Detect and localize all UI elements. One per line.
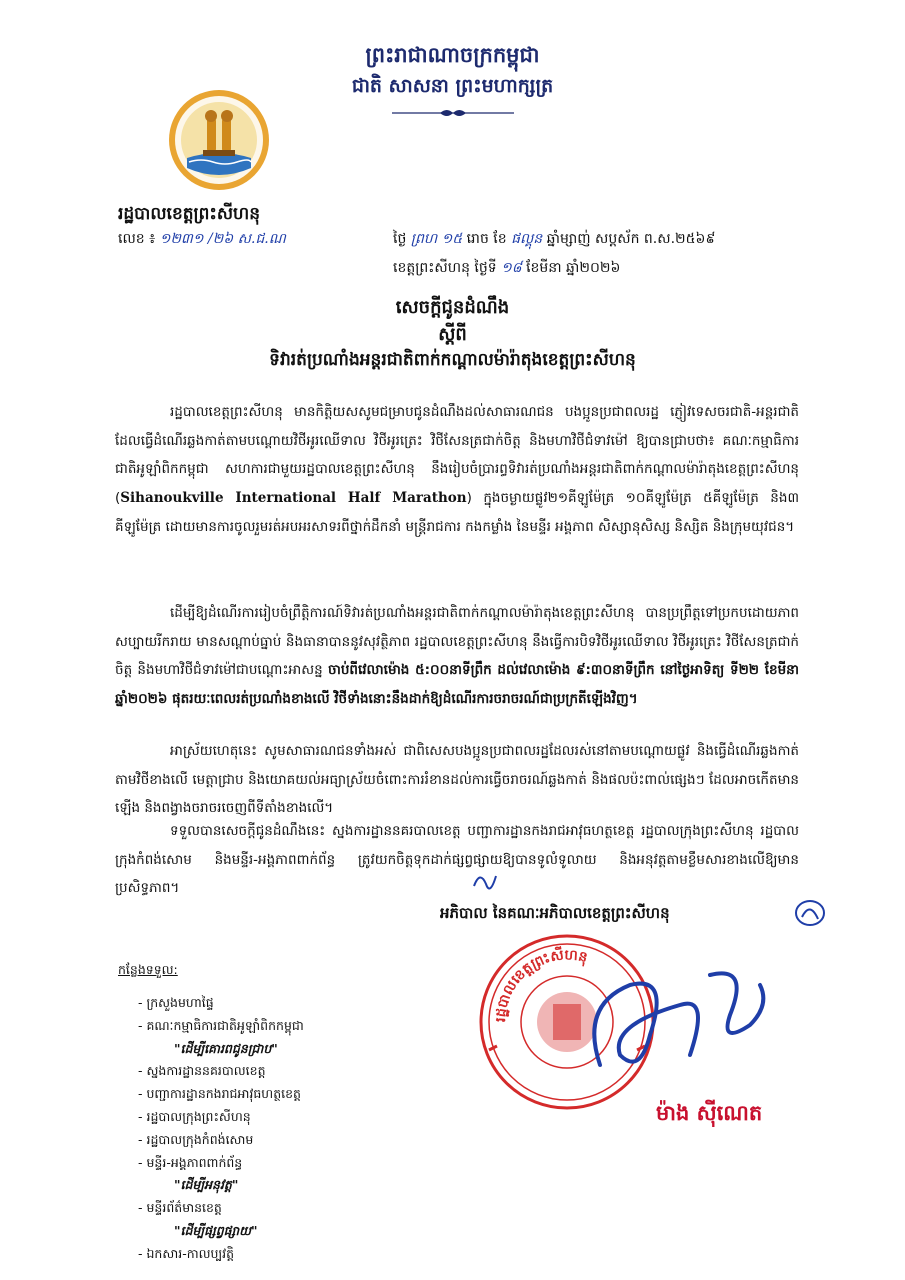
list-item: - រដ្ឋបាលក្រុងកំពង់សោម <box>138 1131 254 1147</box>
list-item: - គណៈកម្មាធិការជាតិអូឡាំពិកកម្ពុជា <box>138 1017 304 1033</box>
body-paragraph-1 <box>115 398 799 542</box>
reference-number <box>118 229 286 250</box>
lunar-month: ផល្គុន <box>511 231 543 247</box>
signatory-name: ម៉ាង ស៊ីណេត <box>656 1100 763 1125</box>
handwritten-initial-icon <box>790 895 830 931</box>
list-item: - បញ្ជាការដ្ឋានកងរាជអាវុធហត្ថខេត្ត <box>138 1086 301 1102</box>
list-item: - មន្ទីរ-អង្គភាពពាក់ព័ន្ធ <box>138 1154 243 1170</box>
solar-rest: ខែមីនា ឆ្នាំ២០២៦ <box>526 260 621 276</box>
body-paragraph-4: ទទួលបានសេចក្តីជូនដំណឹងនេះ ស្នងការដ្ឋាននគរបាលខេត្ត បញ្ជាការដ្ឋានកងរាជអាវុធហត្ថខេត្ត រដ្ឋបាលក្រុងព្រះសីហនុ រដ្ឋបាលក្រុងកំពង់សោម និងមន្ទីរ-អង្គភាពពាក់ព័ន្ធ ត្រូវយកចិត្តទុកដាក់ផ្សព្វផ្សាយឱ្យបានទូលំទូលាយ និងអនុវត្តតាមខ្លឹមសារខាងលើឱ្យមានប្រសិទ្ធភាព។ <box>115 823 799 897</box>
lunar-prefix: ថ្ងៃ <box>393 231 407 247</box>
closure-schedule: ចាប់ពីវេលាម៉ោង ៥:០០នាទីព្រឹក ដល់វេលាម៉ោង ៩:៣០នាទីព្រឹក នៅថ្ងៃអាទិត្យ ទី២២ ខែមីនា ឆ្នាំ២០២៦ ផុតរយៈពេលរត់ប្រណាំងខាងលើ វិថីទាំងនោះនឹងដាក់ឱ្យដំណើរការចរាចរណ៍ជាប្រក្រតីឡើងវិញ។ <box>115 662 800 708</box>
body-paragraph-2 <box>115 599 799 714</box>
list-item: - ក្រសួងមហាផ្ទៃ <box>138 995 214 1010</box>
document-subject: ទិវារត់ប្រណាំងអន្តរជាតិពាក់កណ្តាលម៉ារ៉ាតុងខេត្តព្រះសីហនុ <box>269 350 636 370</box>
handwritten-signature <box>560 945 800 1095</box>
event-english-name: Sihanoukville International Half Marathon <box>120 490 467 507</box>
reference-label: លេខ ៖ <box>118 231 156 247</box>
document-title: សេចក្តីជូនដំណឹង <box>395 297 510 318</box>
ink-mark-icon <box>470 866 510 902</box>
national-motto: ជាតិ សាសនា ព្រះមហាក្សត្រ <box>351 75 554 97</box>
list-item-note: "ដើម្បីអនុវត្ត" <box>174 1177 239 1193</box>
lunar-day: ព្រហ ១៥ <box>410 231 463 247</box>
solar-date <box>393 258 620 279</box>
p2-text-a: ដើម្បីឱ្យដំណើរការរៀបចំព្រឹត្តិការណ៍ទិវារត់ប្រណាំងអន្តរជាតិពាក់កណ្តាលម៉ារ៉ាតុងខេត្តព្រះសីហនុ បានប្រព្រឹត្តទៅប្រកបដោយភាពសប្បាយរីករាយ មានសណ្តាប់ធ្នាប់ និងធានាបាននូវសុវត្ថិភាព រដ្ឋបាលខេត្តព្រះសីហនុ នឹងធ្វើការបិទវិថីអូរឈើទាល វិថីអូរត្រេះ វិថីសែនត្រជាក់ចិត្ត និងមហាវិថីជំទាវម៉ៅជាបណ្តោះអាសន្ន <box>115 605 799 679</box>
recipients-list <box>138 992 304 1266</box>
recipients-heading: កន្លែងទទួល: <box>118 962 178 977</box>
kingdom-heading: ព្រះរាជាណាចក្រកម្ពុជា <box>365 42 540 67</box>
solar-day: ១៨ <box>501 260 522 276</box>
issuing-administration: រដ្ឋបាលខេត្តព្រះសីហនុ <box>118 204 261 224</box>
reference-suffix: ស.ជ.ណ <box>237 231 286 247</box>
body-paragraph-3: អាស្រ័យហេតុនេះ សូមសាធារណជនទាំងអស់ ជាពិសេសបងប្អូនប្រជាពលរដ្ឋដែលរស់នៅតាមបណ្តោយផ្លូវ និងធ្វើដំណើរឆ្លងកាត់តាមវិថីខាងលើ មេត្តាជ្រាប និងយោគយល់អធ្យាស្រ័យចំពោះការរំខានដល់ការធ្វើចរាចរណ៍ឆ្លងកាត់ និងផលប៉ះពាល់ផ្សេងៗ ដែលអាចកើតមានឡើង និងពង្វាងចរាចរចេញពីទីតាំងខាងលើ។ <box>115 743 799 817</box>
ornament-divider <box>392 108 514 118</box>
signatory-title: អភិបាល នៃគណៈអភិបាលខេត្តព្រះសីហនុ <box>440 904 670 922</box>
list-item: - ឯកសារ-កាលប្បវត្តិ <box>138 1245 235 1261</box>
lunar-rest: ឆ្នាំម្សាញ់ សប្តស័ក ព.ស.២៥៦៩ <box>546 231 716 247</box>
title-about: ស្តីពី <box>438 324 467 345</box>
reference-value: ១២៣១ /២៦ <box>159 231 234 247</box>
seal-text: រដ្ឋបាលខេត្តព្រះសីហនុ <box>492 947 590 1023</box>
solar-prefix: ខេត្តព្រះសីហនុ ថ្ងៃទី <box>393 260 497 276</box>
list-item-note: "ដើម្បីគោរពជូនជ្រាប" <box>174 1040 278 1056</box>
list-item: - រដ្ឋបាលក្រុងព្រះសីហនុ <box>138 1108 251 1124</box>
list-item: - មន្ទីរព័ត៌មានខេត្ត <box>138 1200 222 1216</box>
lunar-middle: រោច ខែ <box>466 231 507 247</box>
province-emblem-icon <box>167 88 271 192</box>
list-item: - ស្នងការដ្ឋាននគរបាលខេត្ត <box>138 1063 266 1079</box>
p1-text-b: ) ក្នុងចម្ងាយផ្លូវ២១គីឡូម៉ែត្រ ១០គីឡូម៉ែត្រ ៥គីឡូម៉ែត្រ និង៣ គីឡូម៉ែត្រ ដោយមានការចូលរួមរត់អបអរសាទរពីថ្នាក់ដឹកនាំ មន្ត្រីរាជការ កងកម្លាំង នៃមន្ទីរ អង្គភាព សិស្សានុសិស្ស និស្សិត និងក្រុមយុវជន។ <box>115 490 799 535</box>
list-item-note: "ដើម្បីផ្សព្វផ្សាយ" <box>174 1222 258 1238</box>
p1-text-a: រដ្ឋបាលខេត្តព្រះសីហនុ មានកិត្តិយសសូមជម្រាបជូនដំណឹងដល់សាធារណជន បងប្អូនប្រជាពលរដ្ឋ ភ្ញៀវទេសចរជាតិ-អន្តរជាតិ ដែលធ្វើដំណើរឆ្លងកាត់តាមបណ្តោយវិថីអូរឈើទាល វិថីអូរត្រេះ វិថីសែនត្រជាក់ចិត្ត និងមហាវិថីជំទាវម៉ៅ ឱ្យបានជ្រាបថា៖ គណៈកម្មាធិការជាតិអូឡាំពិកកម្ពុជា សហការជាមួយរដ្ឋបាលខេត្តព្រះសីហនុ នឹងរៀបចំប្រារព្ធទិវារត់ប្រណាំងអន្តរជាតិពាក់កណ្តាលម៉ារ៉ាតុងខេត្តព្រះសីហនុ ( <box>115 404 799 507</box>
lunar-date <box>393 229 715 250</box>
